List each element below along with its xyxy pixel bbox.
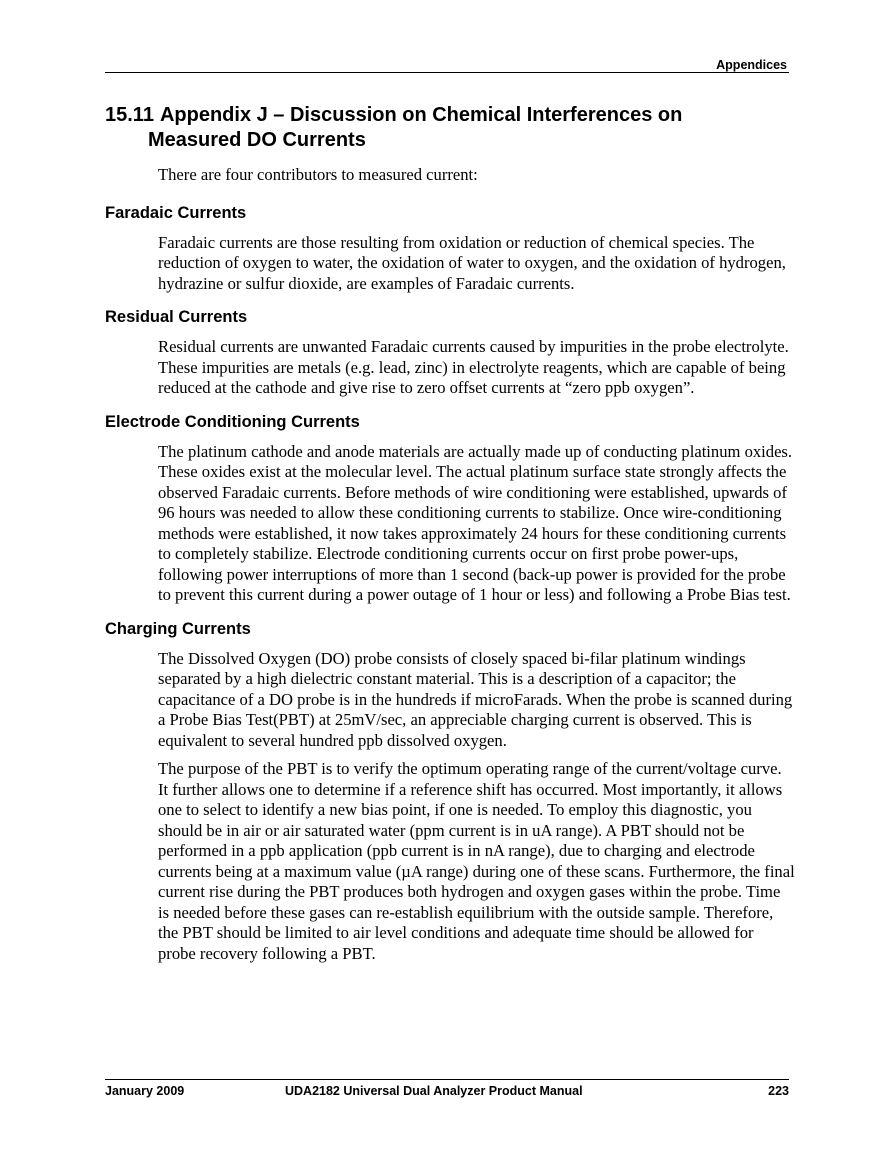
footer-rule [105, 1079, 789, 1080]
heading-residual-currents: Residual Currents [105, 308, 248, 326]
paragraph-faradaic: Faradaic currents are those resulting from oxidation or reduction of chemical species. The reduction of oxygen to water, the oxidation of water to oxygen, and the oxidation of hydrogen, hydrazine or sulfur dioxide, are examples of Faradaic currents. [158, 232, 786, 293]
heading-electrode-conditioning-currents: Electrode Conditioning Currents [105, 412, 360, 431]
paragraph-electrode-conditioning: The platinum cathode and anode materials are actually made up of conducting platinum oxides. These oxides exist at the molecular level. The actual platinum surface state strongly affects the observed Faradaic currents. Before methods of wire conditioning were established, upwards of 96 hours was needed to allow these conditioning currents to stabilize. Once wire-conditioning methods were established, it now takes approximately 24 hours for these conditioning currents to completely stabilize. Electrode conditioning currents occur on first probe power-ups, following power interruptions of more than 1 second (back-up power is provided for the probe to prevent this current during a power outage of 1 hour or less) and following a Probe Bias test. [158, 441, 793, 604]
heading-faradaic-currents: Faradaic Currents [105, 203, 247, 222]
running-header: Appendices [716, 58, 787, 72]
footer-manual-title: UDA2182 Universal Dual Analyzer Product Manual [285, 1084, 583, 1098]
section-number: 15.11 [105, 104, 154, 126]
heading-charging-currents: Charging Currents [105, 619, 251, 638]
section-title [105, 103, 795, 153]
page-body [105, 103, 795, 964]
header-rule [105, 72, 789, 73]
paragraph-charging-2: The purpose of the PBT is to verify the optimum operating range of the current/voltage curve. It further allows one to determine if a reference shift has occurred. Most importantly, it allows one to select to identify a new bias point, if one is needed. To employ this diagnostic, you should be in air or air saturated water (ppm current is in uA range). A PBT should not be performed in a ppb application (ppb current is in nA range), due to charging and electrode currents being at a maximum value (µA range) during one of these scans. Furthermore, the final current rise during the PBT produces both hydrogen and oxygen gases within the probe. Time is needed before these gases can re-establish equilibrium with the outside sample. Therefore, the PBT should be limited to air level conditions and adequate time should be allowed for probe recovery following a PBT. [158, 759, 795, 963]
section-lead: There are four contributors to measured current: [158, 165, 478, 184]
section-title-line2: Measured DO Currents [148, 129, 366, 151]
paragraph-residual: Residual currents are unwanted Faradaic currents caused by impurities in the probe electrolyte. These impurities are metals (e.g. lead, zinc) in electrolyte reagents, which are capable of being reduced at the cathode and give rise to zero offset currents at “zero ppb oxygen”. [158, 337, 789, 397]
footer-page-number: 223 [768, 1084, 789, 1098]
footer-date: January 2009 [105, 1084, 185, 1098]
section-title-line1: Appendix J – Discussion on Chemical Interferences on [159, 104, 683, 126]
paragraph-charging-1: The Dissolved Oxygen (DO) probe consists of closely spaced bi-filar platinum windings separated by a high dielectric constant material. This is a description of a capacitor; the capacitance of a DO probe is in the hundreds if microFarads. When the probe is scanned during a Probe Bias Test(PBT) at 25mV/sec, an appreciable charging current is observed. This is equivalent to several hundred ppb dissolved oxygen. [158, 648, 793, 750]
